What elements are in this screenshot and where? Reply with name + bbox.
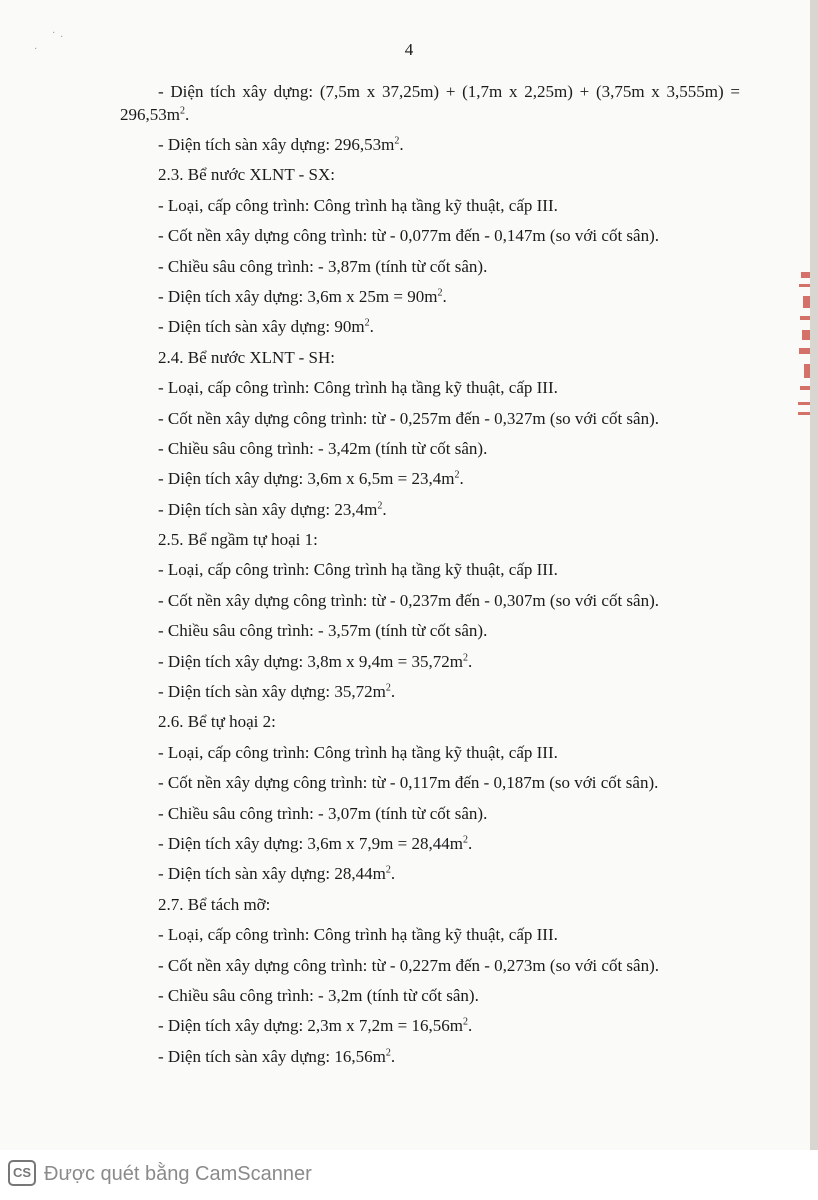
- line-text: - Diện tích xây dựng: 3,6m x 7,9m = 28,44m: [158, 833, 463, 853]
- document-line: [120, 738, 740, 768]
- document-line: [120, 1042, 740, 1072]
- watermark-text: Được quét bằng CamScanner: [44, 1163, 312, 1185]
- superscript-2: 2: [437, 287, 443, 299]
- line-text: - Diện tích xây dựng: (7,5m x 37,25m) + (1,7m x 2,25m) + (3,75m x 3,555m) = 296,53m: [120, 82, 740, 124]
- document-line: [120, 586, 740, 616]
- superscript-2: 2: [385, 864, 391, 876]
- line-text: - Diện tích sàn xây dựng: 296,53m: [158, 135, 395, 154]
- line-text: - Diện tích sàn xây dựng: 23,4m: [158, 499, 378, 519]
- line-suffix: .: [467, 651, 473, 671]
- line-suffix: .: [442, 286, 447, 306]
- page-number: 4: [404, 40, 414, 59]
- line-suffix: .: [390, 1046, 396, 1066]
- page-edge-shadow: [810, 0, 818, 1150]
- line-text: - Loại, cấp công trình: Công trình hạ tầng kỹ thuật, cấp III.: [158, 195, 558, 215]
- scan-speck: ·: [60, 32, 64, 43]
- line-text: - Diện tích sàn xây dựng: 90m: [158, 317, 365, 337]
- camscanner-logo-icon: CS: [8, 1160, 36, 1186]
- line-text: - Cốt nền xây dựng công trình: từ - 0,257m đến - 0,327m (so với cốt sân).: [158, 408, 659, 428]
- line-text: - Cốt nền xây dựng công trình: từ - 0,117m đến - 0,187m (so với cốt sân).: [158, 773, 659, 793]
- line-suffix: .: [399, 135, 404, 154]
- scan-speck: ·: [34, 44, 38, 55]
- line-suffix: .: [467, 1016, 473, 1036]
- line-text: - Diện tích sàn xây dựng: 16,56m: [158, 1046, 386, 1066]
- document-body: [120, 80, 740, 1072]
- document-line: [120, 799, 740, 829]
- document-line: [120, 1011, 740, 1041]
- document-line: [120, 464, 740, 494]
- document-line: [120, 951, 740, 981]
- line-suffix: .: [390, 682, 396, 702]
- document-line: [120, 80, 740, 126]
- line-text: - Diện tích xây dựng: 2,3m x 7,2m = 16,56m: [158, 1016, 463, 1036]
- line-suffix: .: [390, 864, 396, 884]
- line-text: - Loại, cấp công trình: Công trình hạ tầng kỹ thuật, cấp III.: [158, 925, 558, 945]
- line-suffix: .: [369, 317, 374, 337]
- line-text: - Diện tích xây dựng: 3,6m x 25m = 90m: [158, 286, 438, 306]
- document-line: [120, 404, 740, 434]
- line-text: - Chiều sâu công trình: - 3,07m (tính từ cốt sân).: [158, 803, 488, 823]
- line-text: 2.5. Bể ngầm tự hoại 1:: [158, 530, 318, 550]
- document-line: [120, 616, 740, 646]
- line-text: - Loại, cấp công trình: Công trình hạ tầng kỹ thuật, cấp III.: [158, 378, 558, 398]
- line-text: - Cốt nền xây dựng công trình: từ - 0,237m đến - 0,307m (so với cốt sân).: [158, 590, 659, 610]
- document-line: [120, 130, 740, 160]
- document-line: [120, 859, 740, 889]
- line-text: - Chiều sâu công trình: - 3,57m (tính từ cốt sân).: [158, 621, 488, 641]
- line-text: - Diện tích xây dựng: 3,6m x 6,5m = 23,4m: [158, 469, 455, 489]
- document-line: [120, 768, 740, 798]
- line-text: - Cốt nền xây dựng công trình: từ - 0,077m đến - 0,147m (so với cốt sân).: [158, 226, 659, 246]
- document-line: [120, 343, 740, 373]
- document-line: [120, 252, 740, 282]
- scan-speck: ·: [52, 28, 56, 39]
- document-line: [120, 191, 740, 221]
- document-line: [120, 890, 740, 920]
- document-line: [120, 282, 740, 312]
- superscript-2: 2: [385, 682, 391, 694]
- line-text: - Chiều sâu công trình: - 3,87m (tính từ cốt sân).: [158, 256, 488, 276]
- superscript-2: 2: [462, 1016, 468, 1028]
- document-line: [120, 525, 740, 555]
- line-text: - Diện tích sàn xây dựng: 35,72m: [158, 682, 386, 702]
- document-line: [120, 434, 740, 464]
- document-line: [120, 160, 740, 190]
- line-text: 2.3. Bể nước XLNT - SX:: [158, 165, 336, 185]
- document-line: [120, 677, 740, 707]
- line-text: - Cốt nền xây dựng công trình: từ - 0,227m đến - 0,273m (so với cốt sân).: [158, 955, 659, 975]
- line-text: - Chiều sâu công trình: - 3,2m (tính từ cốt sân).: [158, 985, 479, 1005]
- superscript-2: 2: [454, 469, 460, 481]
- line-text: - Chiều sâu công trình: - 3,42m (tính từ cốt sân).: [158, 438, 488, 458]
- document-line: [120, 981, 740, 1011]
- document-line: [120, 312, 740, 342]
- superscript-2: 2: [462, 834, 468, 846]
- superscript-2: 2: [179, 105, 185, 117]
- line-text: 2.4. Bể nước XLNT - SH:: [158, 347, 336, 367]
- document-line: [120, 707, 740, 737]
- line-text: - Loại, cấp công trình: Công trình hạ tầng kỹ thuật, cấp III.: [158, 560, 558, 580]
- line-text: 2.7. Bể tách mỡ:: [158, 894, 271, 914]
- superscript-2: 2: [394, 135, 400, 147]
- scanner-watermark: [0, 1150, 818, 1200]
- document-line: [120, 555, 740, 585]
- superscript-2: 2: [364, 317, 370, 329]
- document-line: [120, 495, 740, 525]
- superscript-2: 2: [377, 500, 383, 512]
- line-suffix: .: [459, 469, 464, 489]
- line-text: - Diện tích sàn xây dựng: 28,44m: [158, 864, 386, 884]
- document-line: [120, 647, 740, 677]
- superscript-2: 2: [385, 1047, 391, 1059]
- document-line: [120, 920, 740, 950]
- line-text: - Loại, cấp công trình: Công trình hạ tầng kỹ thuật, cấp III.: [158, 742, 558, 762]
- line-suffix: .: [382, 499, 387, 519]
- document-line: [120, 373, 740, 403]
- line-text: - Diện tích xây dựng: 3,8m x 9,4m = 35,72m: [158, 651, 463, 671]
- line-suffix: .: [184, 105, 190, 124]
- superscript-2: 2: [462, 651, 468, 663]
- line-text: 2.6. Bể tự hoại 2:: [158, 712, 276, 732]
- line-suffix: .: [467, 833, 473, 853]
- document-line: [120, 829, 740, 859]
- document-line: [120, 221, 740, 251]
